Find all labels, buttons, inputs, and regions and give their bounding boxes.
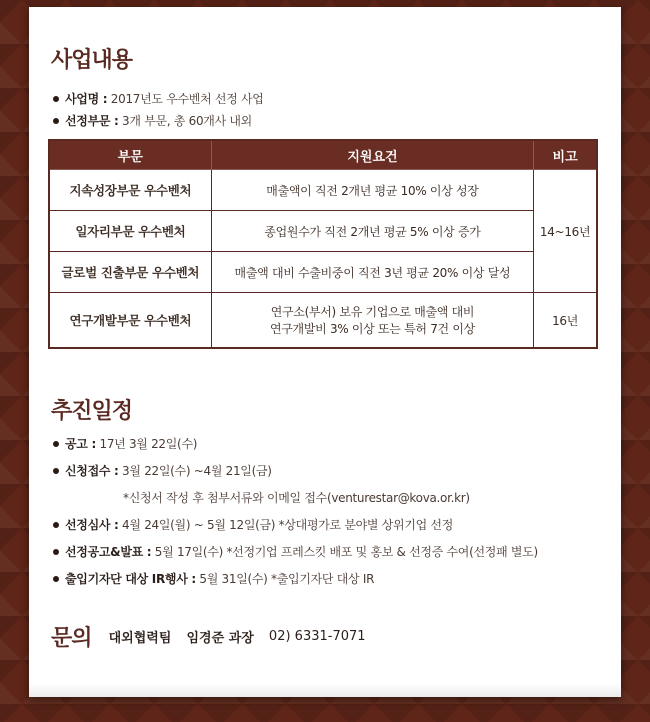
row-requirement bbox=[211, 293, 533, 349]
content-card bbox=[29, 7, 621, 697]
row-requirement: 종업원수가 직전 2개년 평균 5% 이상 증가 bbox=[211, 211, 533, 252]
row-category: 일자리부문 우수벤처 bbox=[49, 211, 211, 252]
table-row bbox=[49, 170, 597, 211]
schedule-item-application: 신청접수 : 3월 22일(수) ~4월 21일(금) bbox=[53, 462, 272, 479]
requirement-line: 연구소(부서) 보유 기업으로 매출액 대비 bbox=[270, 305, 475, 319]
requirements-table bbox=[48, 139, 598, 349]
header-remarks: 비고 bbox=[534, 140, 597, 170]
overview-item-category: 선정부문 : 3개 부문, 총 60개사 내외 bbox=[53, 112, 252, 129]
table-row bbox=[49, 252, 597, 293]
table-row bbox=[49, 293, 597, 349]
header-requirements: 지원요건 bbox=[211, 140, 533, 170]
header-category: 부문 bbox=[49, 140, 211, 170]
contact-title: 문의 bbox=[51, 626, 92, 651]
bullet-icon bbox=[53, 118, 59, 124]
contact-info bbox=[51, 621, 366, 652]
requirement-line: 연구개발비 3% 이상 또는 특허 7건 이상 bbox=[269, 322, 475, 336]
contact-department: 대외협력팀 bbox=[108, 631, 172, 646]
row-category: 지속성장부문 우수벤처 bbox=[49, 170, 211, 211]
row-remark: 16년 bbox=[534, 293, 597, 349]
row-remark: 14~16년 bbox=[534, 170, 597, 293]
application-note: *신청서 작성 후 첨부서류와 이메일 접수(venturestar@kova.or.kr) bbox=[123, 491, 470, 505]
bullet-icon bbox=[53, 441, 59, 447]
bullet-icon bbox=[53, 468, 59, 474]
contact-person: 임경준 과장 bbox=[186, 631, 254, 646]
schedule-item-announcement: 공고 : 17년 3월 22일(수) bbox=[53, 435, 197, 452]
contact-phone: 02) 6331-7071 bbox=[268, 629, 366, 644]
row-requirement: 매출액 대비 수출비중이 직전 3년 평균 20% 이상 달성 bbox=[211, 252, 533, 293]
bullet-icon bbox=[53, 522, 59, 528]
schedule-title: 추진일정 bbox=[51, 399, 133, 424]
bullet-icon bbox=[53, 96, 59, 102]
schedule-item-ir-event: 출입기자단 대상 IR행사 : 5월 31일(수) *출입기자단 대상 IR bbox=[53, 570, 374, 587]
bullet-icon bbox=[53, 549, 59, 555]
schedule-item-review: 선정심사 : 4월 24일(월) ~ 5월 12일(금) *상대평가로 분야별 상위기업 선정 bbox=[53, 516, 453, 533]
bullet-icon bbox=[53, 576, 59, 582]
schedule-item-announcement-result: 선정공고&발표 : 5월 17일(수) *선정기업 프레스킷 배포 및 홍보 & 선정증 수여(선정패 별도) bbox=[53, 543, 538, 560]
row-category: 연구개발부문 우수벤처 bbox=[49, 293, 211, 349]
row-category: 글로벌 진출부문 우수벤처 bbox=[49, 252, 211, 293]
overview-item-name: 사업명 : 2017년도 우수벤처 선정 사업 bbox=[53, 90, 264, 107]
overview-title: 사업내용 bbox=[51, 48, 133, 73]
table-row bbox=[49, 211, 597, 252]
card-bottom-fade bbox=[29, 683, 621, 697]
row-requirement: 매출액이 직전 2개년 평균 10% 이상 성장 bbox=[211, 170, 533, 211]
